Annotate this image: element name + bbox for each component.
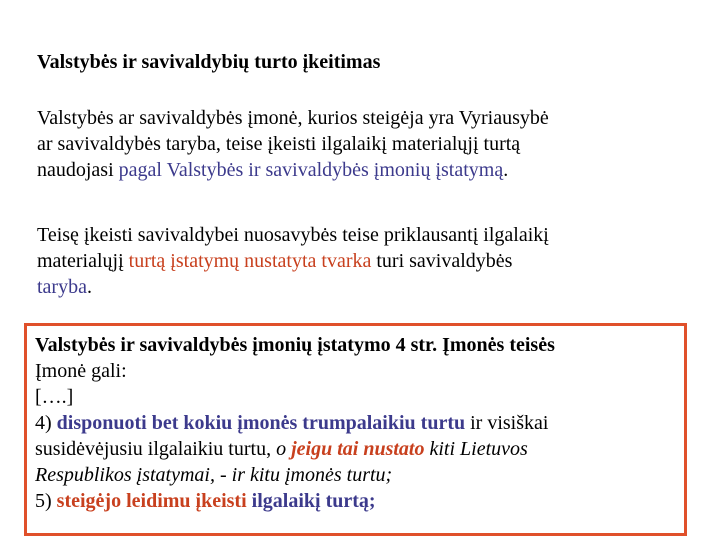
dispose-highlight: disponuoti bet kokiu įmonės trumpalaikiu turtu [56,412,466,434]
law-excerpt-line [35,436,684,462]
law-excerpt-line: [….] [35,386,74,408]
paragraph-line: ar savivaldybės taryba, teise įkeisti ilgalaikį materialųjį turtą [37,133,521,155]
text-fragment: naudojasi [37,159,119,181]
text-fragment: . [86,276,92,298]
condition-highlight: jeigu tai nustato [291,438,425,460]
paragraph-municipal-property [37,222,707,300]
law-excerpt-box [24,323,687,536]
text-fragment: susidėvėjusiu ilgalaikiu turtu, [35,438,277,460]
paragraph-line [37,157,707,183]
text-fragment: ir visiškai [465,412,549,434]
text-fragment: materialųjį [37,250,129,272]
text-fragment: . [503,159,509,181]
law-excerpt-line: Respublikos įstatymai, - ir kitu įmonės turtu; [35,464,393,486]
long-term-asset-highlight: ilgalaikį turtą; [251,490,376,512]
law-excerpt-line: Įmonė gali: [35,360,127,382]
text-fragment: 4) [35,412,57,434]
law-excerpt-line [35,488,684,514]
law-excerpt-line [35,410,684,436]
text-fragment: o [276,438,292,460]
page-title: Valstybės ir savivaldybių turto įkeitimas [37,51,381,73]
text-fragment: 5) [35,490,57,512]
text-fragment: turi savivaldybės [371,250,513,272]
paragraph-line: Valstybės ar savivaldybės įmonė, kurios steigėja yra Vyriausybė [37,107,549,129]
paragraph-line [37,248,707,274]
paragraph-state-enterprise [37,105,707,183]
text-fragment: kiti Lietuvos [424,438,528,460]
procedure-highlight: turtą įstatymų nustatyta tvarka [128,250,372,272]
founder-permission-highlight: steigėjo leidimu įkeisti [56,490,247,512]
paragraph-line [37,274,707,300]
council-highlight: taryba [37,276,87,298]
law-reference-highlight: pagal Valstybės ir savivaldybės įmonių įstatymą [118,159,504,181]
paragraph-line: Teisę įkeisti savivaldybei nuosavybės teise priklausantį ilgalaikį [37,224,549,246]
law-excerpt-heading: Valstybės ir savivaldybės įmonių įstatymo 4 str. Įmonės teisės [35,334,555,356]
